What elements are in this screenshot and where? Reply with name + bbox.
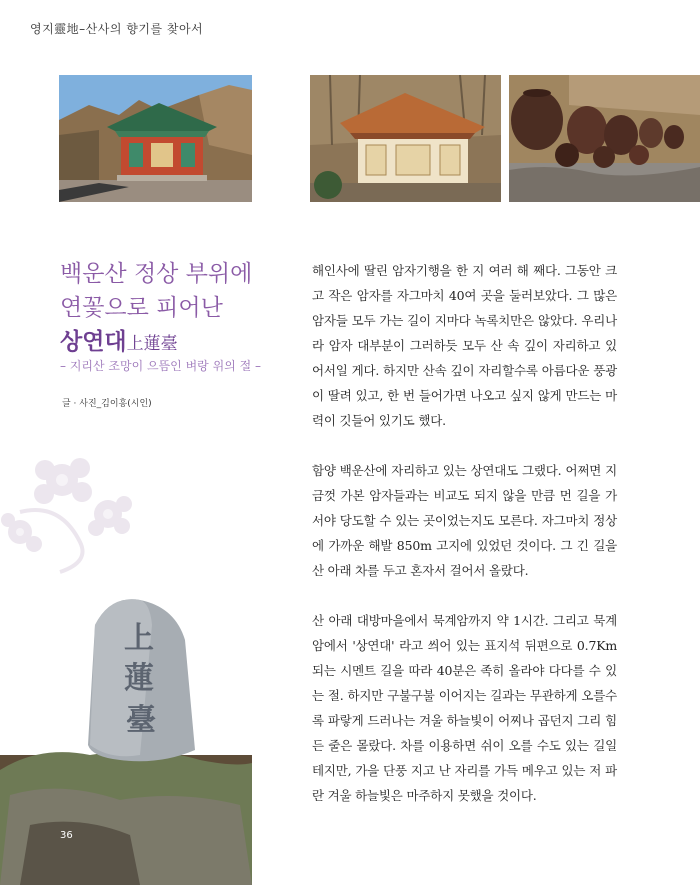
article-title	[60, 257, 300, 361]
stone-char-1: 上	[124, 621, 154, 656]
title-main-korean: 상연대	[60, 329, 127, 355]
body-paragraph-1: 해인사에 딸린 암자기행을 한 지 여러 해 째다. 그동안 크고 작은 암자를 자그마치 40여 곳을 둘러보았다. 그 많은 암자들 모두 가는 길이 지마다 녹록치만은 않았다. 우리나라 암자 대부분이 그러하듯 모두 산 속 깊이 자리하고 있어서일 게다. 하지만 산속 깊이 자리할수록 아름다운 풍광이 딸려 있고, 한 번 들어가면 나오고 싶지 않게 만드는 마력이 깃들어 있기도 했다.	[312, 263, 617, 428]
earthenware-jars-photo	[509, 75, 700, 202]
title-hanja: 上蓮臺	[126, 334, 178, 354]
page-number: 36	[60, 830, 73, 841]
title-line-1: 백운산 정상 부위에	[60, 261, 253, 287]
temple-hall-photo	[59, 75, 252, 202]
body-paragraph-2: 함양 백운산에 자리하고 있는 상연대도 그랬다. 어쩌면 지금껏 가본 암자들과는 비교도 되지 않을 만큼 먼 길을 가서야 당도할 수 있는 곳이었는지도 모른다. 자그마치 정상에 가까운 해발 850m 고지에 있었던 것이다. 그 긴 길을 산 아래 차를 두고 혼자서 걸어서 올랐다.	[312, 463, 617, 578]
body-paragraph-3: 산 아래 대방마을에서 묵계암까지 약 1시간. 그리고 묵계암에서 '상연대' 라고 씌어 있는 표지석 뒤편으로 0.7Km 되는 시멘트 길을 따라 40분은 족히 올라야 다다를 수 있는 절. 하지만 구불구불 이어지는 길과는 무관하게 오를수록 파랗게 드러나는 겨울 하늘빛이 어찌나 곱던지 그리 힘든 줄은 몰랐다. 차를 이용하면 쉬이 오를 수도 있는 길일 테지만, 가을 단풍 지고 난 자리를 가득 메우고 있는 저 파란 겨울 하늘빛은 마주하지 못했을 것이다.	[312, 613, 617, 803]
article-byline: 글 · 사진_김이흥(시인)	[62, 399, 152, 409]
stone-char-2: 蓮	[124, 661, 154, 696]
article-body	[312, 258, 617, 833]
stone-char-3: 臺	[126, 703, 156, 738]
temple-pavilion-photo	[310, 75, 501, 202]
article-subtitle: – 지리산 조망이 으뜸인 벼랑 위의 절 –	[60, 359, 261, 373]
title-line-3	[60, 325, 300, 361]
stone-marker-photo	[0, 595, 252, 885]
title-line-2: 연꽃으로 피어난	[60, 295, 223, 321]
decorative-flower-pattern	[0, 452, 135, 577]
running-header: 영지靈地–산사의 향기를 찾아서	[30, 22, 204, 36]
